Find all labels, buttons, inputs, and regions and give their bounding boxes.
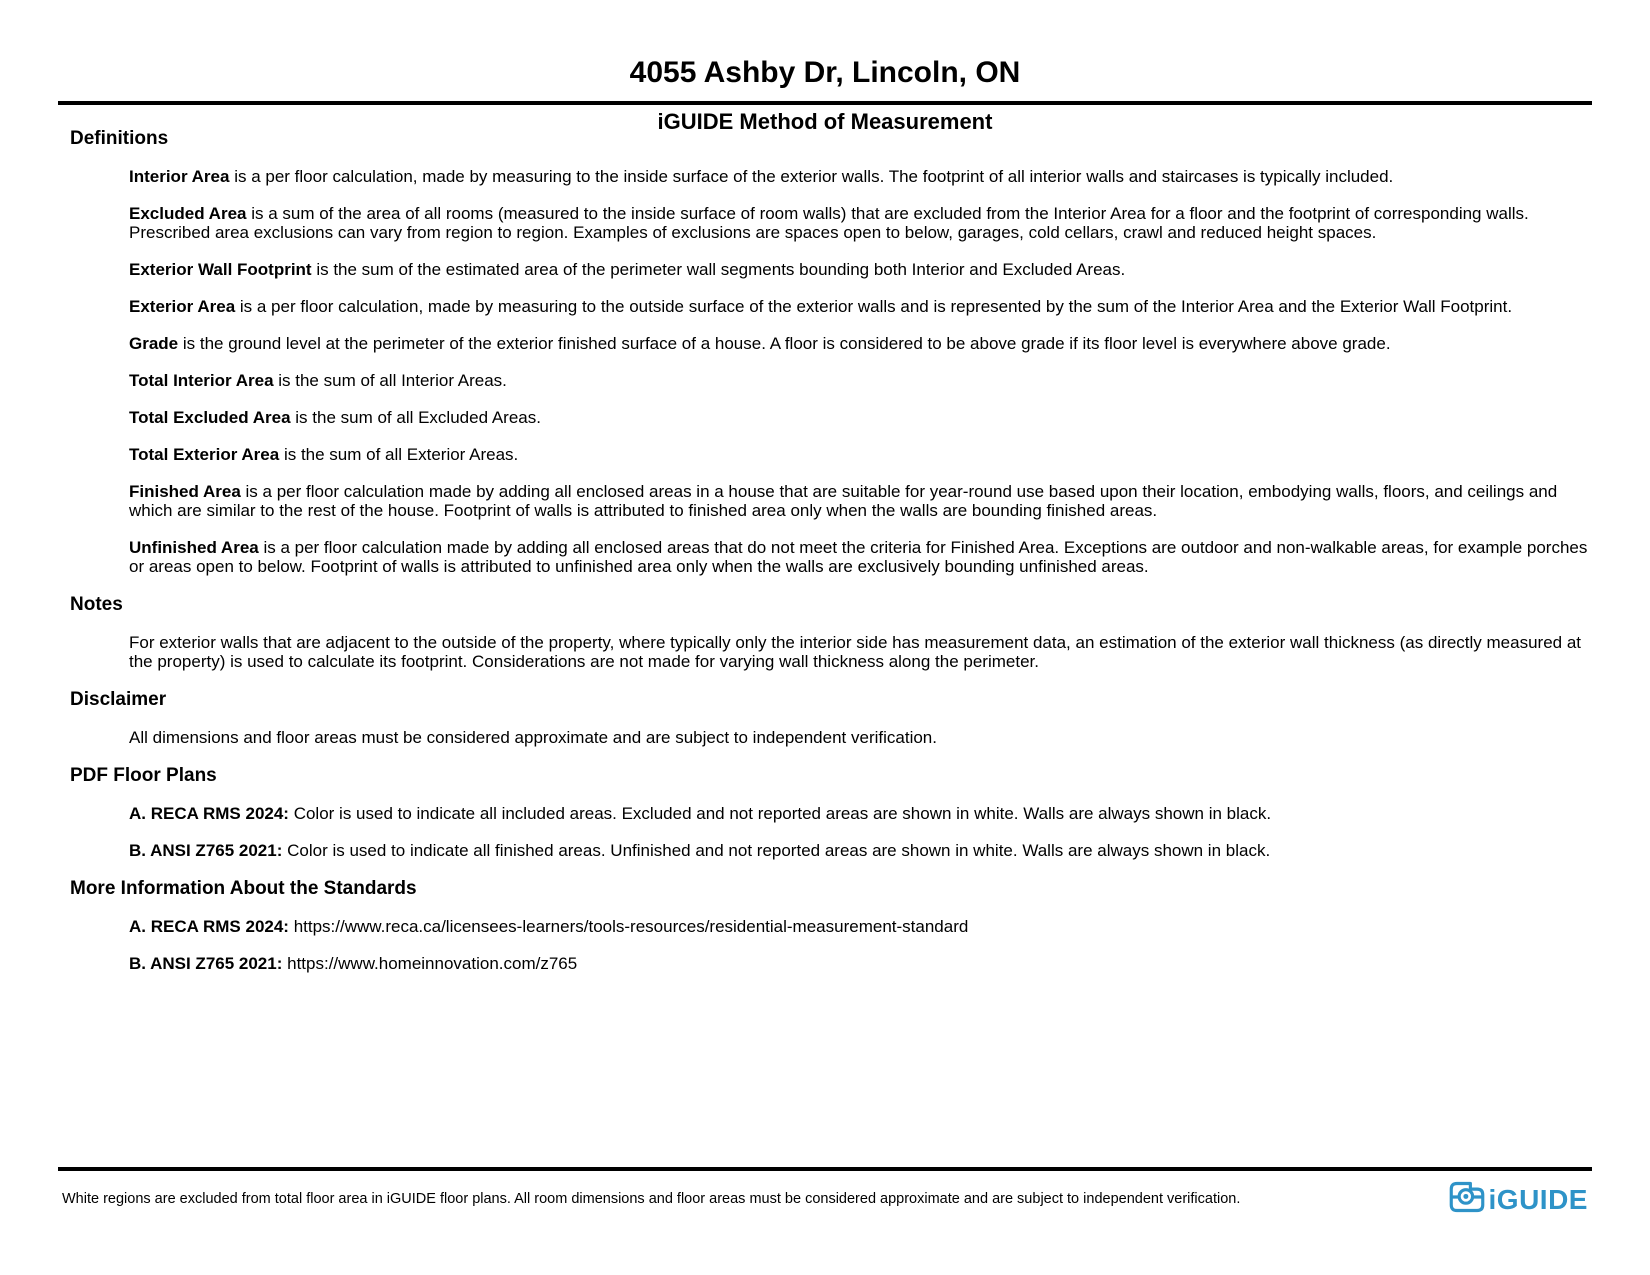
section-heading-more-information: More Information About the Standards (70, 878, 417, 899)
disclaimer-text: All dimensions and floor areas must be considered approximate and are subject to independent verification. (129, 728, 937, 747)
term-text: is a sum of the area of all rooms (measured to the inside surface of room walls) that are excluded from the Interior Area for a floor and the footprint of corresponding walls. Prescribed area exclusions can vary from region to region. Examples of exclusions are spaces open to below, garages, cold cellars, crawl and reduced height spaces. (129, 204, 1529, 242)
term-text: is a per floor calculation, made by measuring to the inside surface of the exterior walls. The footprint of all interior walls and staircases is typically included. (229, 167, 1394, 186)
iguide-logo-text: iGUIDE (1488, 1183, 1588, 1215)
notes-paragraph (129, 633, 1590, 671)
footer-disclaimer-text: White regions are excluded from total floor area in iGUIDE floor plans. All room dimensions and floor areas must be considered approximate and are subject to independent verification. (62, 1191, 1241, 1207)
term-label: Grade (129, 334, 179, 353)
standard-url: https://www.homeinnovation.com/z765 (282, 954, 578, 973)
term-label: Unfinished Area (129, 538, 259, 557)
disclaimer-paragraph (129, 728, 1590, 747)
page-title: 4055 Ashby Dr, Lincoln, ON (629, 56, 1021, 89)
term-label: Exterior Area (129, 297, 236, 316)
standard-label: A. RECA RMS 2024: (129, 917, 289, 936)
term-text: is a per floor calculation made by adding all enclosed areas in a house that are suitable for year-round use based upon their location, embodying walls, floors, and ceilings and which are similar to the rest of the house. Footprint of walls is attributed to finished area only when the walls are bounding finished areas. (129, 482, 1558, 520)
definition-total-interior-area (129, 371, 1590, 390)
section-heading-definitions: Definitions (70, 128, 169, 149)
standard-text: Color is used to indicate all finished areas. Unfinished and not reported areas are shown in white. Walls are always shown in black. (282, 841, 1271, 860)
term-text: is the sum of the estimated area of the perimeter wall segments bounding both Interior and Excluded Areas. (311, 260, 1126, 279)
definition-exterior-wall-footprint (129, 260, 1590, 279)
term-label: Total Excluded Area (129, 408, 291, 427)
standard-label: B. ANSI Z765 2021: (129, 954, 283, 973)
standard-link-ansi (129, 954, 1590, 973)
section-heading-notes: Notes (70, 594, 123, 615)
definition-interior-area (129, 167, 1590, 186)
title-divider (58, 101, 1592, 105)
standard-text: Color is used to indicate all included areas. Excluded and not reported areas are shown in white. Walls are always shown in black. (288, 804, 1272, 823)
term-label: Total Exterior Area (129, 445, 280, 464)
term-label: Finished Area (129, 482, 241, 501)
term-label: Interior Area (129, 167, 230, 186)
pdf-floor-plans-item-reca (129, 804, 1590, 823)
definition-excluded-area (129, 204, 1590, 242)
term-label: Excluded Area (129, 204, 247, 223)
term-text: is the sum of all Excluded Areas. (290, 408, 541, 427)
definition-unfinished-area (129, 538, 1590, 576)
term-text: is the sum of all Exterior Areas. (279, 445, 519, 464)
iguide-logo (1449, 1181, 1588, 1218)
standard-label: A. RECA RMS 2024: (129, 804, 289, 823)
iguide-camera-icon (1449, 1181, 1485, 1218)
term-label: Exterior Wall Footprint (129, 260, 312, 279)
page-subtitle: iGUIDE Method of Measurement (657, 109, 993, 134)
definition-exterior-area (129, 297, 1590, 316)
standard-url: https://www.reca.ca/licensees-learners/tools-resources/residential-measurement-standard (288, 917, 969, 936)
definition-total-exterior-area (129, 445, 1590, 464)
term-text: is a per floor calculation made by adding all enclosed areas that do not meet the criteria for Finished Area. Exceptions are outdoor and non-walkable areas, for example porches or areas open to below. Footprint of walls is attributed to unfinished area only when the walls are exclusively bounding unfinished areas. (129, 538, 1588, 576)
term-label: Total Interior Area (129, 371, 274, 390)
definition-grade (129, 334, 1590, 353)
term-text: is the ground level at the perimeter of the exterior finished surface of a house. A floor is considered to be above grade if its floor level is everywhere above grade. (178, 334, 1391, 353)
page-footer (0, 1167, 1650, 1218)
footer-divider (58, 1167, 1592, 1171)
notes-text: For exterior walls that are adjacent to the outside of the property, where typically only the interior side has measurement data, an estimation of the exterior wall thickness (as directly measured at the property) is used to calculate its footprint. Considerations are not made for varying wall thickness along the perimeter. (129, 633, 1582, 671)
term-text: is a per floor calculation, made by measuring to the outside surface of the exterior walls and is represented by the sum of the Interior Area and the Exterior Wall Footprint. (235, 297, 1513, 316)
definition-total-excluded-area (129, 408, 1590, 427)
pdf-floor-plans-item-ansi (129, 841, 1590, 860)
definition-finished-area (129, 482, 1590, 520)
section-heading-pdf-floor-plans: PDF Floor Plans (70, 765, 217, 786)
section-heading-disclaimer: Disclaimer (70, 689, 167, 710)
standard-link-reca (129, 917, 1590, 936)
term-text: is the sum of all Interior Areas. (273, 371, 507, 390)
standard-label: B. ANSI Z765 2021: (129, 841, 283, 860)
